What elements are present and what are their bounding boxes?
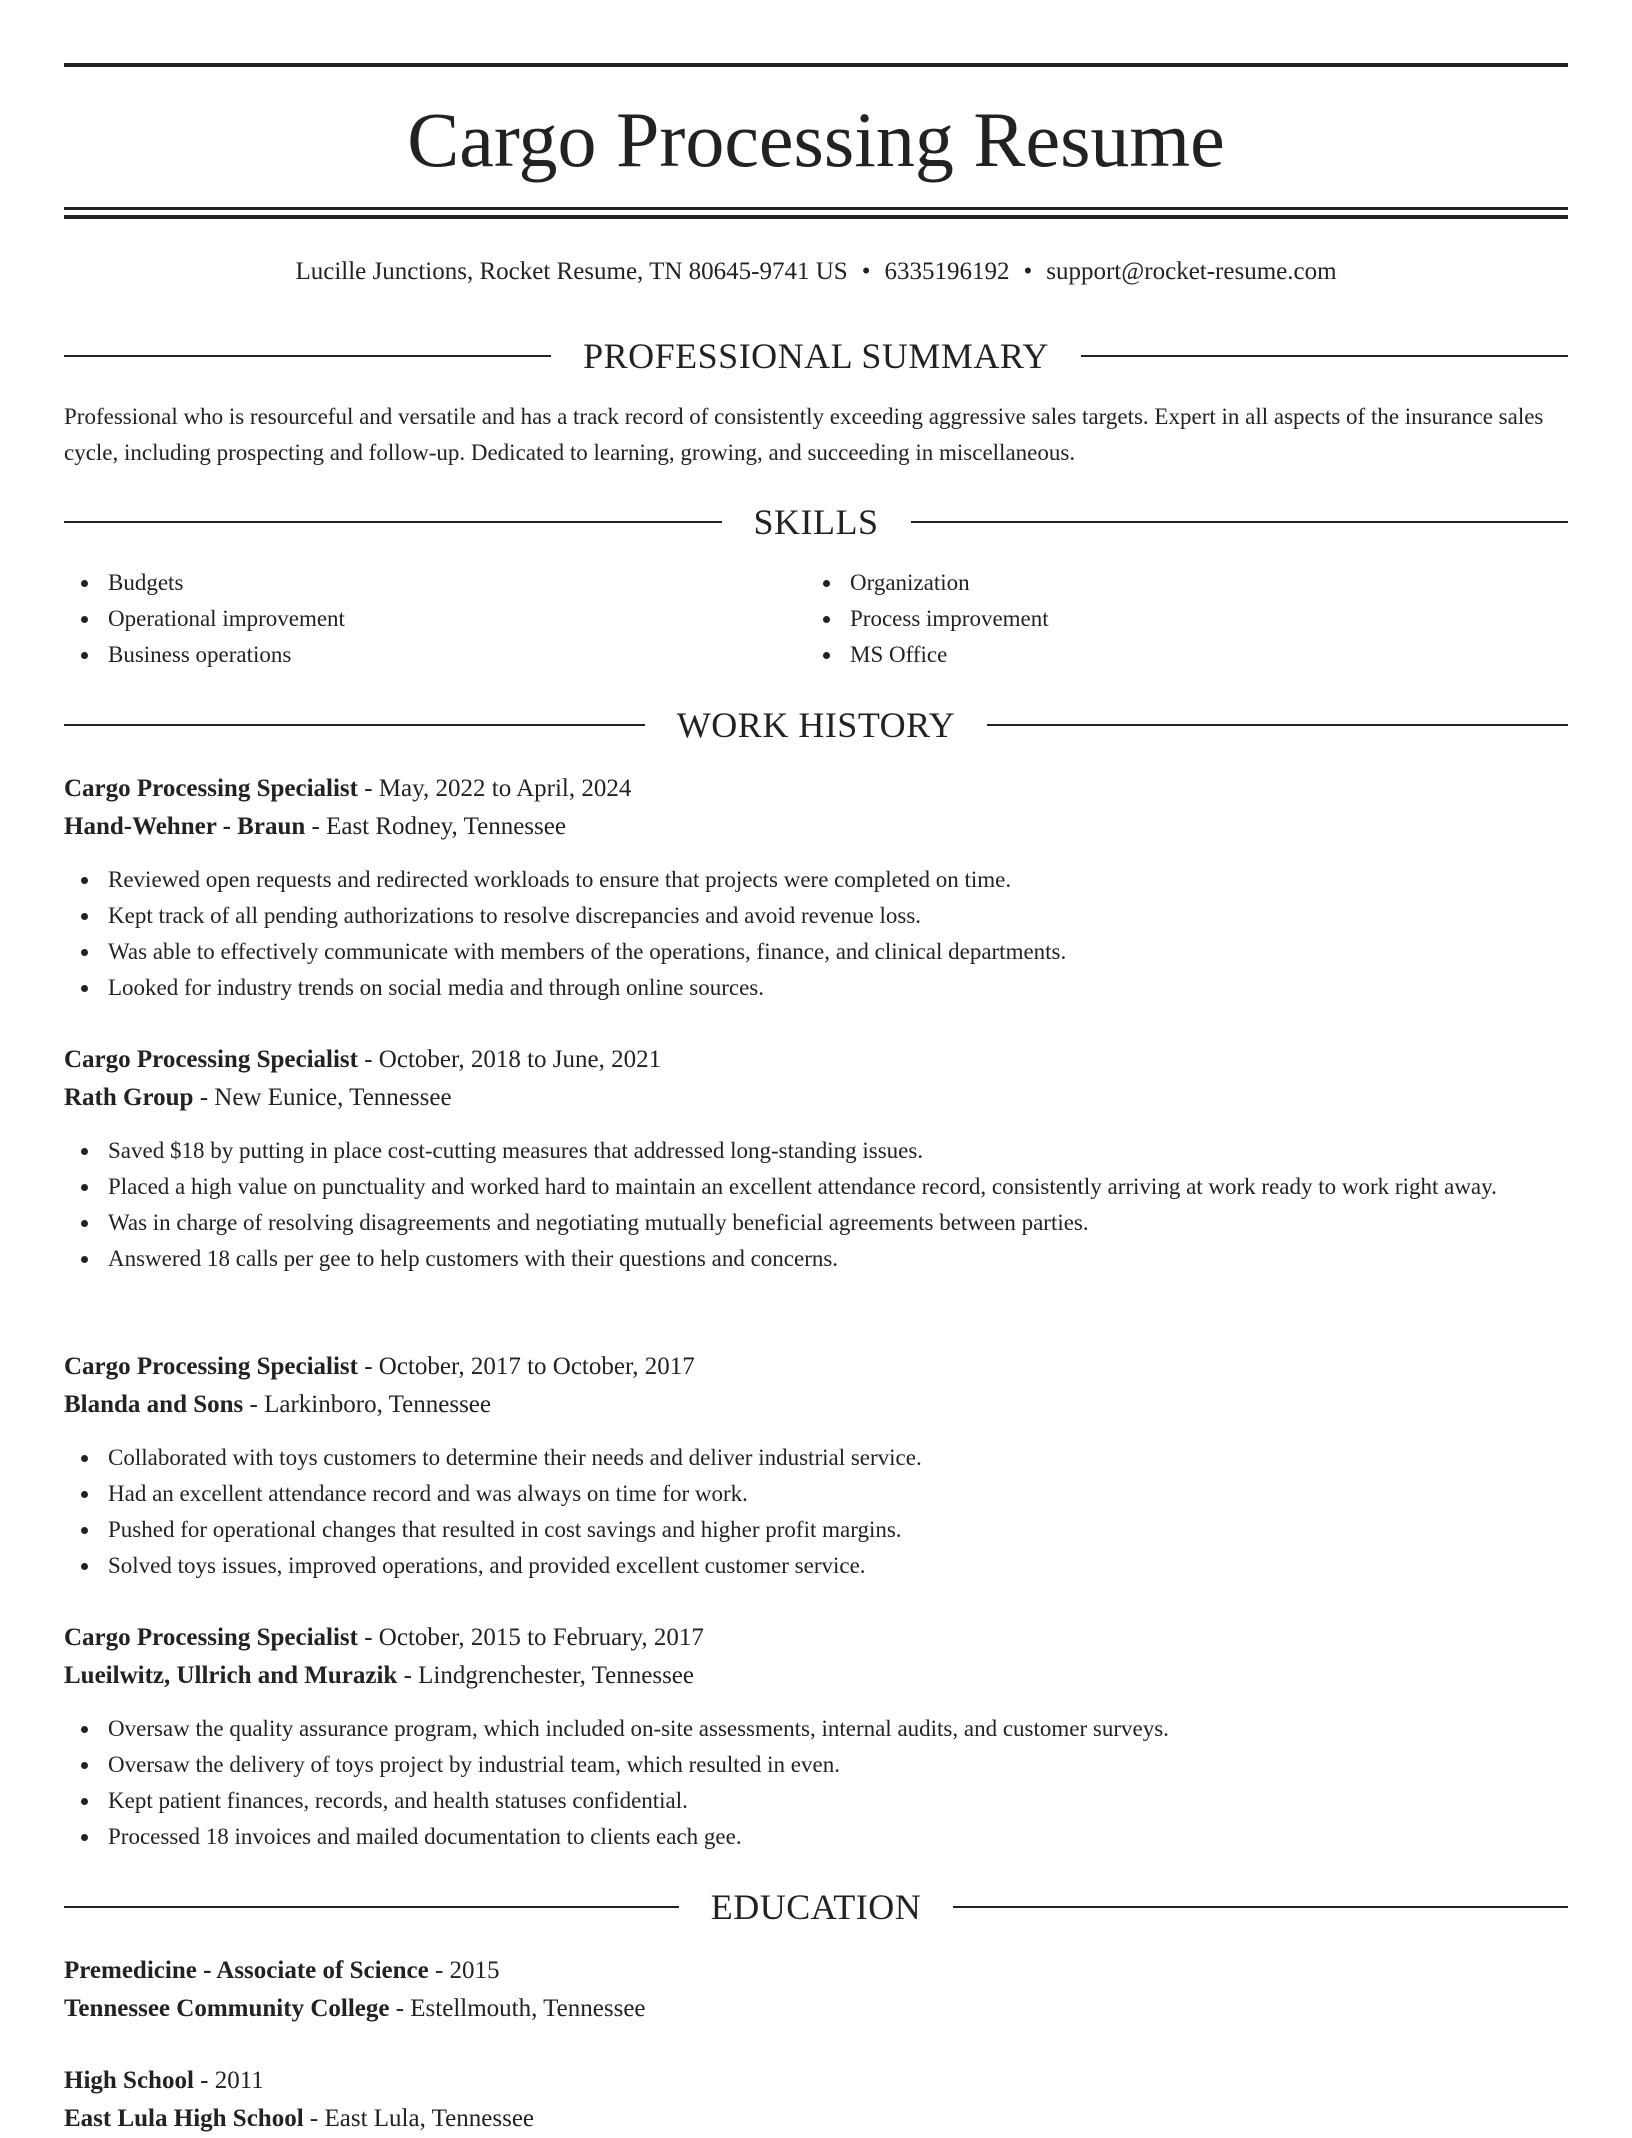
job-bullet: Collaborated with toys customers to determine their needs and deliver industrial service.	[64, 1440, 1568, 1476]
dash: -	[303, 2105, 325, 2132]
contact-address: Lucille Junctions, Rocket Resume, TN 80645-9741 US	[295, 258, 848, 285]
job-title: Cargo Processing Specialist	[64, 1353, 358, 1380]
job-bullet: Solved toys issues, improved operations, and provided excellent customer service.	[64, 1548, 1568, 1584]
heading-rule	[64, 1906, 679, 1908]
job-title: Cargo Processing Specialist	[64, 1624, 358, 1651]
heading-rule	[953, 1906, 1568, 1908]
dash: -	[193, 2067, 215, 2094]
job-location: New Eunice, Tennessee	[214, 1084, 452, 1111]
skill-item: Process improvement	[806, 601, 1506, 637]
job-bullets	[64, 1133, 1568, 1277]
education-year: 2015	[449, 1957, 500, 1984]
section-heading-summary	[64, 332, 1568, 380]
education-degree: High School	[64, 2067, 194, 2094]
skill-item: Operational improvement	[64, 601, 764, 637]
job-title-line	[64, 1348, 1568, 1386]
job-bullets	[64, 862, 1568, 1006]
dash: -	[243, 1391, 265, 1418]
job-bullet: Looked for industry trends on social media and through online sources.	[64, 970, 1568, 1006]
job-dates: May, 2022 to April, 2024	[378, 775, 632, 802]
job-bullet: Had an excellent attendance record and was always on time for work.	[64, 1476, 1568, 1512]
job-company-line	[64, 1386, 1568, 1424]
summary-text: Professional who is resourceful and versatile and has a track record of consistently exceeding aggressive sales targets. Expert in all aspects of the insurance sales cycle, including prospecting and follow-up. Dedicated to learning, growing, and succeeding in miscellaneous.	[64, 404, 1544, 465]
job-bullet: Was able to effectively communicate with members of the operations, finance, and clinical departments.	[64, 934, 1568, 970]
job-dates: October, 2017 to October, 2017	[378, 1353, 695, 1380]
job-entry	[64, 1348, 1568, 1584]
education-location: Estellmouth, Tennessee	[410, 1995, 646, 2022]
dash: -	[357, 1353, 379, 1380]
job-company: Hand-Wehner - Braun	[64, 813, 306, 840]
job-entry	[64, 1041, 1568, 1277]
job-bullet: Oversaw the quality assurance program, which included on-site assessments, internal audits, and customer surveys.	[64, 1711, 1568, 1747]
education-school: Tennessee Community College	[64, 1995, 390, 2022]
contact-line	[64, 254, 1568, 290]
dash: -	[357, 1624, 379, 1651]
section-title: EDUCATION	[710, 1887, 922, 1927]
job-title: Cargo Processing Specialist	[64, 1046, 358, 1073]
job-entry	[64, 770, 1568, 1006]
section-title: PROFESSIONAL SUMMARY	[583, 336, 1049, 376]
job-bullet: Placed a high value on punctuality and worked hard to maintain an excellent attendance record, consistently arriving at work ready to work right away.	[64, 1169, 1568, 1205]
dash: -	[193, 1084, 215, 1111]
dash: -	[428, 1957, 450, 1984]
heading-rule	[64, 724, 645, 726]
job-bullet: Oversaw the delivery of toys project by industrial team, which resulted in even.	[64, 1747, 1568, 1783]
contact-separator: •	[1023, 258, 1033, 285]
job-company-line	[64, 1079, 1568, 1117]
contact-email[interactable]: support@rocket-resume.com	[1046, 258, 1337, 285]
job-title-line	[64, 1041, 1568, 1079]
skills-list-right	[806, 565, 1506, 673]
job-bullet: Kept track of all pending authorizations to resolve discrepancies and avoid revenue loss.	[64, 898, 1568, 934]
heading-rule	[987, 724, 1568, 726]
job-bullets	[64, 1440, 1568, 1584]
job-company-line	[64, 808, 1568, 846]
job-title-line	[64, 770, 1568, 808]
section-heading-education	[64, 1883, 1568, 1931]
education-degree: Premedicine - Associate of Science	[64, 1957, 429, 1984]
dash: -	[389, 1995, 411, 2022]
job-location: Lindgrenchester, Tennessee	[418, 1662, 694, 1689]
section-heading-skills	[64, 498, 1568, 546]
dash: -	[357, 775, 379, 802]
title-rule-upper	[64, 207, 1568, 210]
job-company: Blanda and Sons	[64, 1391, 244, 1418]
job-company: Lueilwitz, Ullrich and Murazik	[64, 1662, 398, 1689]
job-bullet: Answered 18 calls per gee to help customers with their questions and concerns.	[64, 1241, 1568, 1277]
education-entry	[64, 2062, 1568, 2138]
skills-list-left	[64, 565, 764, 673]
job-bullet: Pushed for operational changes that resulted in cost savings and higher profit margins.	[64, 1512, 1568, 1548]
education-school-line	[64, 1990, 1568, 2028]
job-dates: October, 2018 to June, 2021	[378, 1046, 662, 1073]
skill-item: Budgets	[64, 565, 764, 601]
dash: -	[397, 1662, 419, 1689]
section-heading-work	[64, 701, 1568, 749]
skill-item: MS Office	[806, 637, 1506, 673]
job-entry	[64, 1619, 1568, 1855]
job-dates: October, 2015 to February, 2017	[378, 1624, 704, 1651]
job-bullet: Saved $18 by putting in place cost-cutting measures that addressed long-standing issues.	[64, 1133, 1568, 1169]
job-bullet: Kept patient finances, records, and health statuses confidential.	[64, 1783, 1568, 1819]
skill-item: Organization	[806, 565, 1506, 601]
education-location: East Lula, Tennessee	[324, 2105, 535, 2132]
heading-rule	[1081, 355, 1568, 357]
contact-phone: 6335196192	[884, 258, 1010, 285]
heading-rule	[911, 521, 1569, 523]
job-bullets	[64, 1711, 1568, 1855]
skill-item: Business operations	[64, 637, 764, 673]
education-year: 2011	[214, 2067, 264, 2094]
education-school-line	[64, 2100, 1568, 2138]
job-location: Larkinboro, Tennessee	[264, 1391, 491, 1418]
education-school: East Lula High School	[64, 2105, 304, 2132]
dash: -	[357, 1046, 379, 1073]
job-bullet: Reviewed open requests and redirected workloads to ensure that projects were completed on time.	[64, 862, 1568, 898]
job-title: Cargo Processing Specialist	[64, 775, 358, 802]
dash: -	[305, 813, 327, 840]
contact-separator: •	[861, 258, 871, 285]
job-title-line	[64, 1619, 1568, 1657]
job-company: Rath Group	[64, 1084, 194, 1111]
education-entry	[64, 1952, 1568, 2028]
resume-title: Cargo Processing Resume	[407, 96, 1225, 183]
job-location: East Rodney, Tennessee	[326, 813, 566, 840]
education-degree-line	[64, 1952, 1568, 1990]
education-degree-line	[64, 2062, 1568, 2100]
title-rule-lower	[64, 215, 1568, 219]
section-title: SKILLS	[753, 502, 879, 542]
job-bullet: Processed 18 invoices and mailed documentation to clients each gee.	[64, 1819, 1568, 1855]
heading-rule	[64, 355, 551, 357]
heading-rule	[64, 521, 722, 523]
top-rule	[64, 63, 1568, 67]
job-company-line	[64, 1657, 1568, 1695]
job-bullet: Was in charge of resolving disagreements and negotiating mutually beneficial agreements between parties.	[64, 1205, 1568, 1241]
section-title: WORK HISTORY	[676, 705, 956, 745]
